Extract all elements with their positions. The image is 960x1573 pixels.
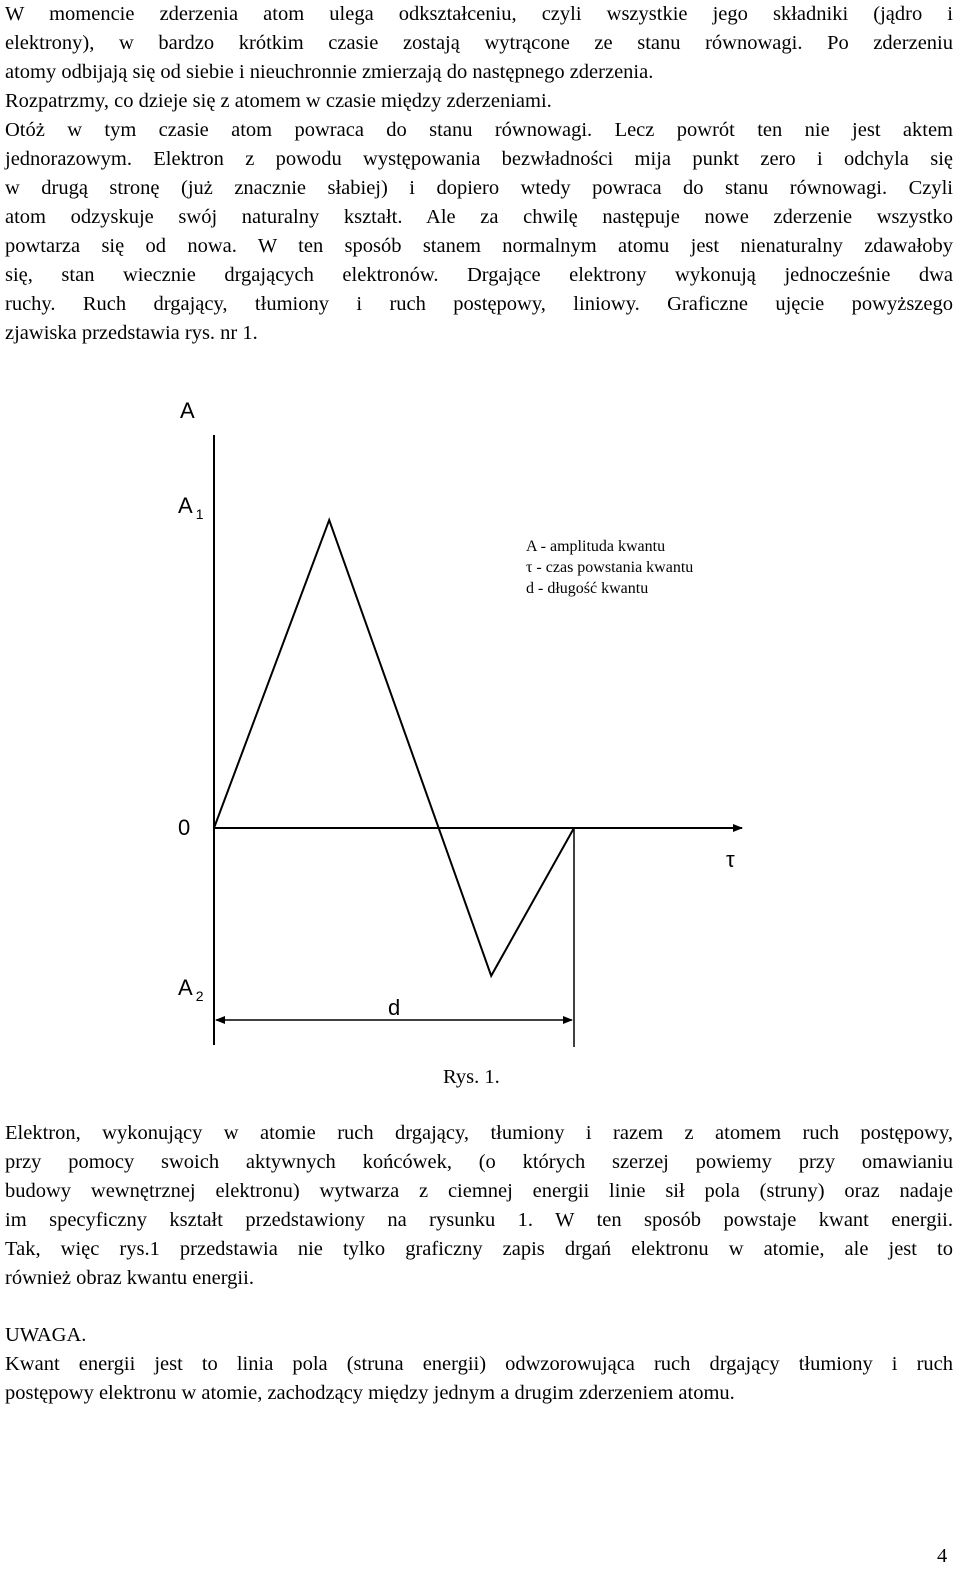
text-line: atomy odbijają się od siebie i nieuchronnie zmierzają do następnego zderzenia. xyxy=(5,61,654,83)
text-line: powtarza się od nowa. W ten sposób stanem normalnym atomu jest nienaturalny zdawałoby xyxy=(5,235,953,257)
legend-entry: τ - czas powstania kwantu xyxy=(526,559,694,576)
text-line: budowy wewnętrznej elektronu) wytwarza z ciemnej energii linie sił pola (struny) oraz nadaje xyxy=(5,1180,953,1202)
text-line: również obraz kwantu energii. xyxy=(5,1267,254,1289)
tick-label-a2: A $_2$ xyxy=(178,975,204,1004)
note-heading: UWAGA. xyxy=(5,1324,87,1346)
waveform-line xyxy=(214,520,574,976)
text-line: w drugą stronę (już znacznie słabiej) i dopiero wtedy powraca do stanu równowagi. Czyli xyxy=(5,177,953,199)
tick-label-zero: 0 xyxy=(178,815,191,840)
page-number: 4 xyxy=(937,1545,948,1567)
x-axis-label: τ xyxy=(726,847,735,872)
text-line: Kwant energii jest to linia pola (struna energii) odwzorowująca ruch drgający tłumiony i ruch xyxy=(5,1353,953,1375)
text-line: się, stan wiecznie drgających elektronów. Drgające elektrony wykonują jednocześnie dwa xyxy=(5,264,953,286)
tick-label-a1: A $_1$ xyxy=(178,493,204,522)
legend-entry: d - długość kwantu xyxy=(526,580,649,597)
text-line: elektrony), w bardzo krótkim czasie zostają wytrącone ze stanu równowagi. Po zderzeniu xyxy=(5,32,953,54)
text-line: Tak, więc rys.1 przedstawia nie tylko graficzny zapis drgań elektronu w atomie, ale jest to xyxy=(5,1238,953,1260)
text-line: postępowy elektronu w atomie, zachodzący między jednym a drugim zderzeniem atomu. xyxy=(5,1382,735,1404)
text-line: ruchy. Ruch drgający, tłumiony i ruch postępowy, liniowy. Graficzne ujęcie powyższego xyxy=(5,293,953,315)
text-line: Elektron, wykonujący w atomie ruch drgający, tłumiony i razem z atomem ruch postępowy, xyxy=(5,1122,953,1144)
text-line: zjawiska przedstawia rys. nr 1. xyxy=(5,322,258,344)
text-line: W momencie zderzenia atom ulega odkształceniu, czyli wszystkie jego składniki (jądro i xyxy=(5,3,953,25)
text-line: Rozpatrzmy, co dzieje się z atomem w czasie między zderzeniami. xyxy=(5,90,552,112)
legend-entry: A - amplituda kwantu xyxy=(526,538,666,555)
text-line: atom odzyskuje swój naturalny kształt. Ale za chwilę następuje nowe zderzenie wszystko xyxy=(5,206,953,228)
dimension-d-label: d xyxy=(388,995,401,1020)
quantum-figure xyxy=(0,385,960,1085)
paragraph-note xyxy=(5,1350,953,1408)
text-line: Otóż w tym czasie atom powraca do stanu równowagi. Lecz powrót ten nie jest aktem xyxy=(5,119,953,141)
text-line: im specyficzny kształt przedstawiony na rysunku 1. W ten sposób powstaje kwant energii. xyxy=(5,1209,953,1231)
paragraph-explanation xyxy=(5,1119,953,1293)
figure-caption: Rys. 1. xyxy=(443,1066,500,1088)
text-line: przy pomocy swoich aktywnych końcówek, (o których szerzej powiemy przy omawianiu xyxy=(5,1151,953,1173)
paragraph-intro xyxy=(5,0,953,348)
y-axis-label: A xyxy=(180,398,195,423)
text-line: jednorazowym. Elektron z powodu występowania bezwładności mija punkt zero i odchyla się xyxy=(5,148,953,170)
